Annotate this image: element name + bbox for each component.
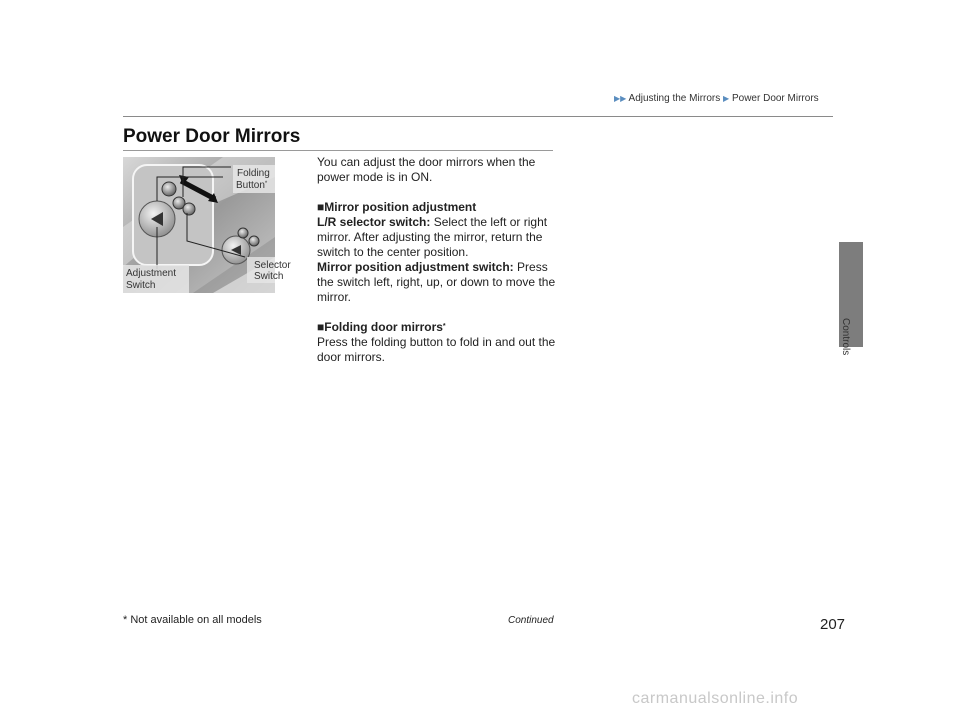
- mirror-switch-illustration: [123, 157, 291, 293]
- header-divider: [123, 116, 833, 117]
- section-heading-folding-mirrors: ■Folding door mirrors*: [317, 320, 446, 334]
- selector-switch-label-2: Switch: [254, 271, 284, 282]
- page-number: 207: [820, 616, 846, 633]
- adjustment-switch-label: Adjustment: [126, 268, 177, 279]
- lr-selector-paragraph: L/R selector switch: Select the left or right mirror. After adjusting the mirror, return the switch to the center position.: [317, 215, 548, 259]
- title-divider: [123, 150, 553, 151]
- adjustment-switch-label-2: Switch: [126, 280, 156, 291]
- breadcrumb-arrow-icon: ▶: [723, 94, 730, 103]
- folding-paragraph: Press the folding button to fold in and out the door mirrors.: [317, 335, 556, 364]
- watermark: carmanualsonline.info: [632, 690, 799, 707]
- folding-button-label-2: Button*: [236, 180, 268, 191]
- square-bullet-icon: ■: [317, 320, 325, 334]
- continued-note: Continued: [508, 615, 554, 626]
- chapter-tab-label: Controls: [840, 318, 851, 356]
- footnote: * Not available on all models: [123, 614, 262, 626]
- intro-paragraph: You can adjust the door mirrors when the power mode is in ON.: [317, 155, 536, 184]
- breadcrumb-current: Power Door Mirrors: [731, 93, 819, 104]
- square-bullet-icon: ■: [317, 200, 325, 214]
- folding-button-icon: [162, 182, 176, 196]
- mirror-controls-figure: [123, 157, 291, 293]
- breadcrumb-parent[interactable]: Adjusting the Mirrors: [628, 93, 721, 104]
- section-heading-mirror-position: ■Mirror position adjustment: [317, 200, 477, 214]
- folding-button-label: Folding: [237, 168, 270, 179]
- position-switch-paragraph: Mirror position adjustment switch: Press the switch left, right, up, or down to move the mirror.: [317, 260, 556, 304]
- breadcrumb-arrow-icon: ▶▶: [614, 94, 627, 103]
- page-title: Power Door Mirrors: [123, 126, 301, 147]
- selector-switch-label: Selector: [254, 260, 291, 271]
- breadcrumb: [614, 93, 819, 104]
- body-text: [317, 155, 557, 365]
- selector-right-icon: [183, 203, 195, 215]
